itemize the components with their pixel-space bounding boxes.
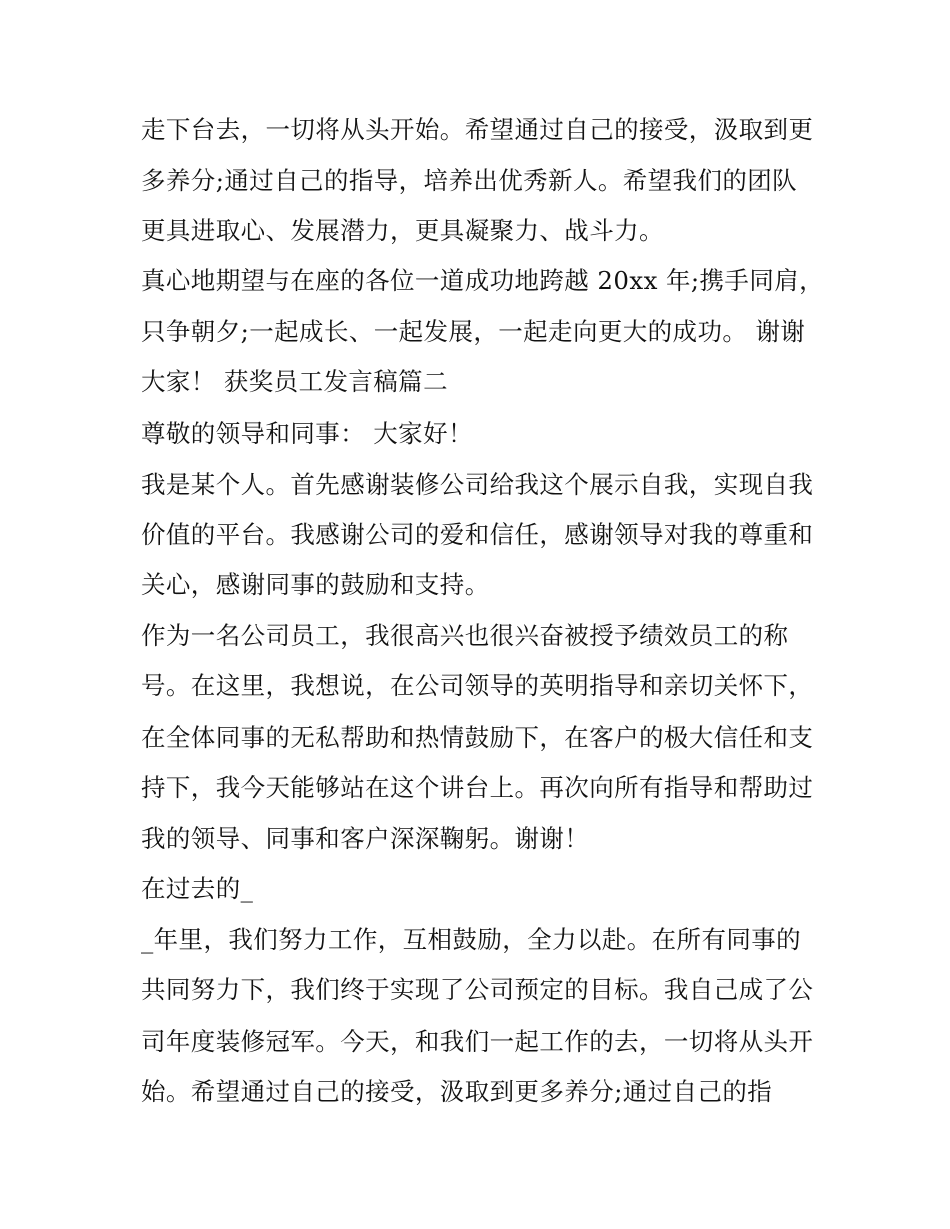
text-line: 真心地期望与在座的各位一道成功地跨越 20xx 年;携手同肩，	[141, 266, 825, 295]
text-line: 多养分;通过自己的指导，培养出优秀新人。希望我们的团队	[141, 166, 798, 195]
text-line: 更具进取心、发展潜力，更具凝聚力、战斗力。	[141, 216, 664, 245]
text-line: 走下台去，一切将从头开始。希望通过自己的接受，汲取到更	[141, 115, 814, 144]
text-line: 大家！ 获奖员工发言稿篇二	[141, 367, 448, 396]
text-line: 价值的平台。我感谢公司的爱和信任，感谢领导对我的尊重和	[141, 520, 814, 549]
text-line: 持下，我今天能够站在这个讲台上。再次向所有指导和帮助过	[141, 773, 814, 802]
text-line: 在全体同事的无私帮助和热情鼓励下，在客户的极大信任和支	[141, 723, 814, 752]
text-line: 在过去的_	[141, 874, 254, 903]
text-line: _年里，我们努力工作，互相鼓励，全力以赴。在所有同事的	[141, 925, 802, 954]
text-line: 作为一名公司员工，我很高兴也很兴奋被授予绩效员工的称	[141, 621, 789, 650]
text-line: 我的领导、同事和客户深深鞠躬。谢谢！	[141, 824, 590, 853]
text-line: 司年度装修冠军。今天，和我们一起工作的去，一切将从头开	[141, 1027, 814, 1056]
text-line: 关心，感谢同事的鼓励和支持。	[141, 570, 490, 599]
text-line: 尊敬的领导和同事： 大家好！	[141, 419, 473, 448]
text-line: 共同努力下，我们终于实现了公司预定的目标。我自己成了公	[141, 975, 814, 1004]
text-line: 只争朝夕;一起成长、一起发展，一起走向更大的成功。 谢谢	[141, 317, 806, 346]
text-line: 号。在这里，我想说，在公司领导的英明指导和亲切关怀下，	[141, 671, 814, 700]
text-line: 我是某个人。首先感谢装修公司给我这个展示自我，实现自我	[141, 470, 814, 499]
text-line: 始。希望通过自己的接受，汲取到更多养分;通过自己的指	[141, 1077, 773, 1106]
